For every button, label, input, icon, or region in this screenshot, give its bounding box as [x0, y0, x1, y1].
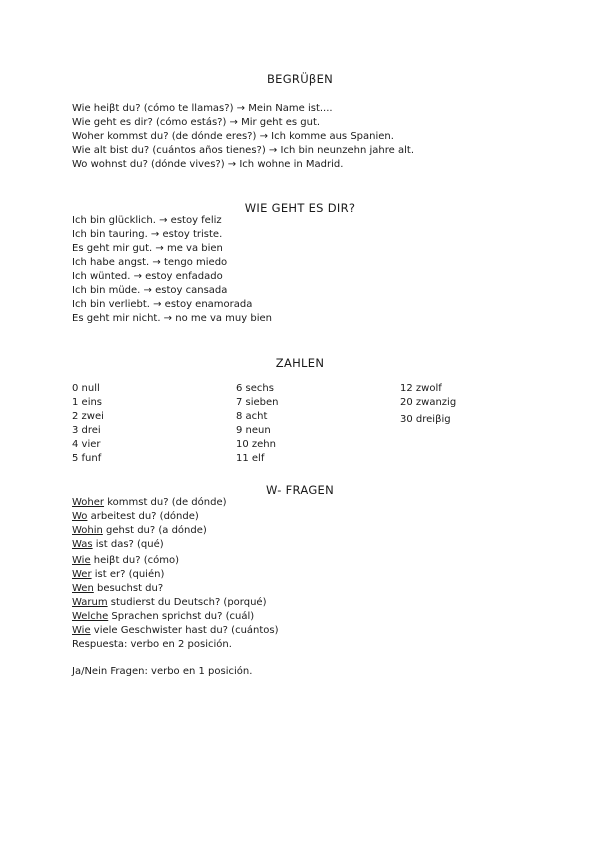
feeling-line: Ich bin glücklich. → estoy feliz [72, 215, 222, 226]
greeting-line: Woher kommst du? (de dónde eres?) → Ich komme aus Spanien. [72, 131, 394, 142]
greeting-line: Wie geht es dir? (cómo estás?) → Mir geht es gut. [72, 117, 321, 128]
w-question-line [72, 524, 207, 538]
greeting-line: Wo wohnst du? (dónde vives?) → Ich wohne in Madrid. [72, 159, 344, 170]
number-item: 0 null [72, 383, 100, 394]
w-question-line [72, 510, 199, 524]
number-item: 5 funf [72, 453, 102, 464]
number-item: 3 drei [72, 425, 101, 436]
w-question-line [72, 496, 227, 510]
question-word: Wie [72, 625, 91, 636]
question-word: Wohin [72, 525, 103, 536]
w-question-line [72, 624, 279, 638]
greeting-line: Wie alt bist du? (cuántos años tienes?) → Ich bin neunzehn jahre alt. [72, 145, 414, 156]
numbers-heading: ZAHLEN [275, 356, 325, 370]
question-rest: ist er? (quién) [91, 569, 165, 580]
number-item: 2 zwei [72, 411, 104, 422]
w-question-line [72, 610, 254, 624]
number-item: 11 elf [236, 453, 265, 464]
question-word: Welche [72, 611, 109, 622]
feeling-line: Ich bin tauring. → estoy triste. [72, 229, 223, 240]
feeling-line: Ich bin verliebt. → estoy enamorada [72, 299, 253, 310]
question-word: Wer [72, 569, 92, 580]
number-item: 1 eins [72, 397, 103, 408]
number-item: 4 vier [72, 439, 101, 450]
question-rest: ist das? (qué) [92, 539, 164, 550]
number-item: 20 zwanzig [400, 397, 457, 408]
question-word: Wie [72, 555, 91, 566]
w-question-line [72, 538, 164, 552]
question-word: Warum [72, 597, 108, 608]
number-item: 6 sechs [236, 383, 274, 394]
question-rest: studierst du Deutsch? (porqué) [107, 597, 267, 608]
w-question-line [72, 568, 164, 582]
question-word: Wen [72, 583, 94, 594]
number-item: 8 acht [236, 411, 268, 422]
greetings-heading: BEGRÜβEN [266, 72, 334, 86]
yes-no-note: Ja/Nein Fragen: verbo en 1 posición. [72, 666, 253, 677]
feeling-line: Es geht mir gut. → me va bien [72, 243, 223, 254]
question-rest: heiβt du? (cómo) [90, 555, 179, 566]
question-rest: viele Geschwister hast du? (cuántos) [90, 625, 279, 636]
question-rest: arbeitest du? (dónde) [87, 511, 199, 522]
feeling-line: Ich bin müde. → estoy cansada [72, 285, 228, 296]
number-item: 12 zwolf [400, 383, 442, 394]
w-question-line [72, 582, 163, 596]
feeling-line: Ich wünted. → estoy enfadado [72, 271, 223, 282]
how-are-you-heading: WIE GEHT ES DIR? [244, 201, 356, 215]
number-item: 30 dreiβig [400, 414, 451, 425]
feeling-line: Es geht mir nicht. → no me va muy bien [72, 313, 272, 324]
question-word: Wo [72, 511, 88, 522]
question-rest: Sprachen sprichst du? (cuál) [108, 611, 255, 622]
question-word: Was [72, 539, 93, 550]
number-item: 9 neun [236, 425, 271, 436]
question-rest: besuchst du? [93, 583, 164, 594]
feeling-line: Ich habe angst. → tengo miedo [72, 257, 228, 268]
question-rest: kommst du? (de dónde) [104, 497, 227, 508]
number-item: 10 zehn [236, 439, 276, 450]
question-word: Woher [72, 497, 105, 508]
w-question-line [72, 554, 179, 568]
w-question-line [72, 596, 266, 610]
greeting-line: Wie heiβt du? (cómo te llamas?) → Mein Name ist.... [72, 103, 333, 114]
w-questions-heading: W- FRAGEN [266, 483, 334, 497]
answer-note: Respuesta: verbo en 2 posición. [72, 639, 232, 650]
number-item: 7 sieben [236, 397, 279, 408]
question-rest: gehst du? (a dónde) [102, 525, 207, 536]
